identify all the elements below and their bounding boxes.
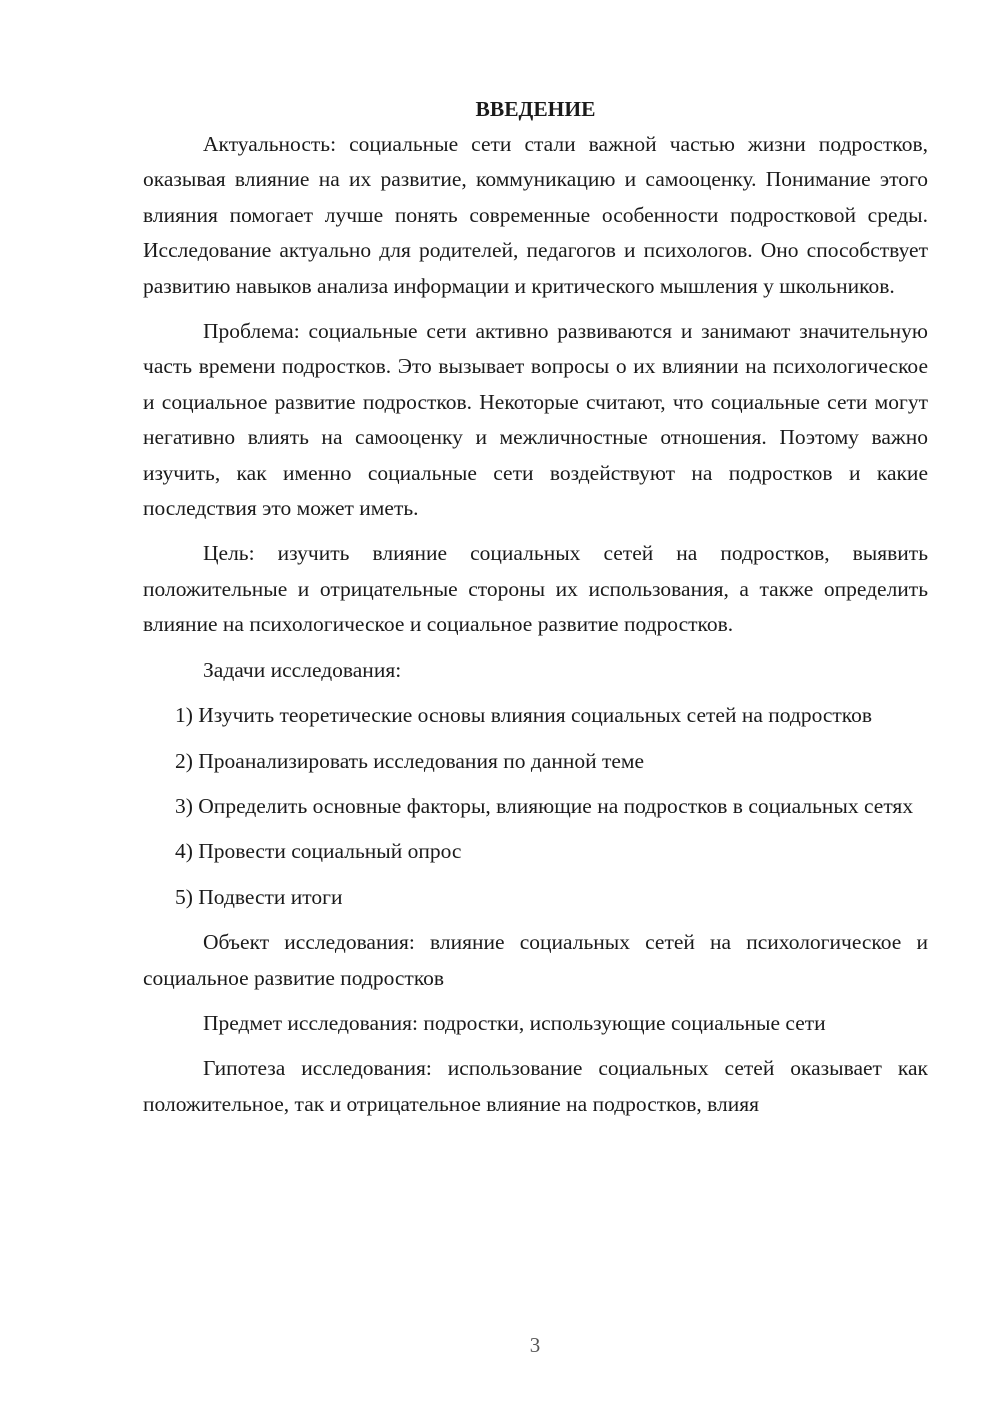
task-item-1: 1) Изучить теоретические основы влияния социальных сетей на подростков xyxy=(175,703,873,728)
task-item-3: 3) Определить основные факторы, влияющие на подростков в социальных сетях xyxy=(175,793,914,818)
paragraph-hypothesis: Гипотеза исследования: использование социальных сетей оказывает как положительное, так и отрицательное влияние на подростков, влияя xyxy=(143,1056,928,1116)
paragraph-relevance: Актуальность: социальные сети стали важной частью жизни подростков, оказывая влияние на их развитие, коммуникацию и самооценку. Понимание этого влияния помогает лучше понять современные особенности подростковой среды. Исследование актуально для родителей, педагогов и психологов. Оно способствует развитию навыков анализа информации и критического мышления у школьников. xyxy=(143,132,928,298)
page-number: 3 xyxy=(529,1333,541,1357)
tasks-heading: Задачи исследования: xyxy=(203,657,402,682)
section-title: ВВЕДЕНИЕ xyxy=(475,97,596,121)
paragraph-subject: Предмет исследования: подростки, использующие социальные сети xyxy=(203,1010,826,1035)
paragraph-goal: Цель: изучить влияние социальных сетей на подростков, выявить положительные и отрицательные стороны их использования, а также определить влияние на психологическое и социальное развитие подростков. xyxy=(143,541,928,637)
paragraph-problem: Проблема: социальные сети активно развиваются и занимают значительную часть времени подростков. Это вызывает вопросы о их влиянии на психологическое и социальное развитие подростков. Некоторые считают, что социальные сети могут негативно влиять на самооценку и межличностные отношения. Поэтому важно изучить, как именно социальные сети воздействуют на подростков и какие последствия это может иметь. xyxy=(143,319,928,521)
task-item-2: 2) Проанализировать исследования по данной теме xyxy=(175,748,645,773)
task-item-4: 4) Провести социальный опрос xyxy=(175,839,462,864)
paragraph-object: Объект исследования: влияние социальных сетей на психологическое и социальное развитие подростков xyxy=(143,930,928,990)
document-page xyxy=(143,92,928,1132)
task-item-5: 5) Подвести итоги xyxy=(175,884,343,909)
